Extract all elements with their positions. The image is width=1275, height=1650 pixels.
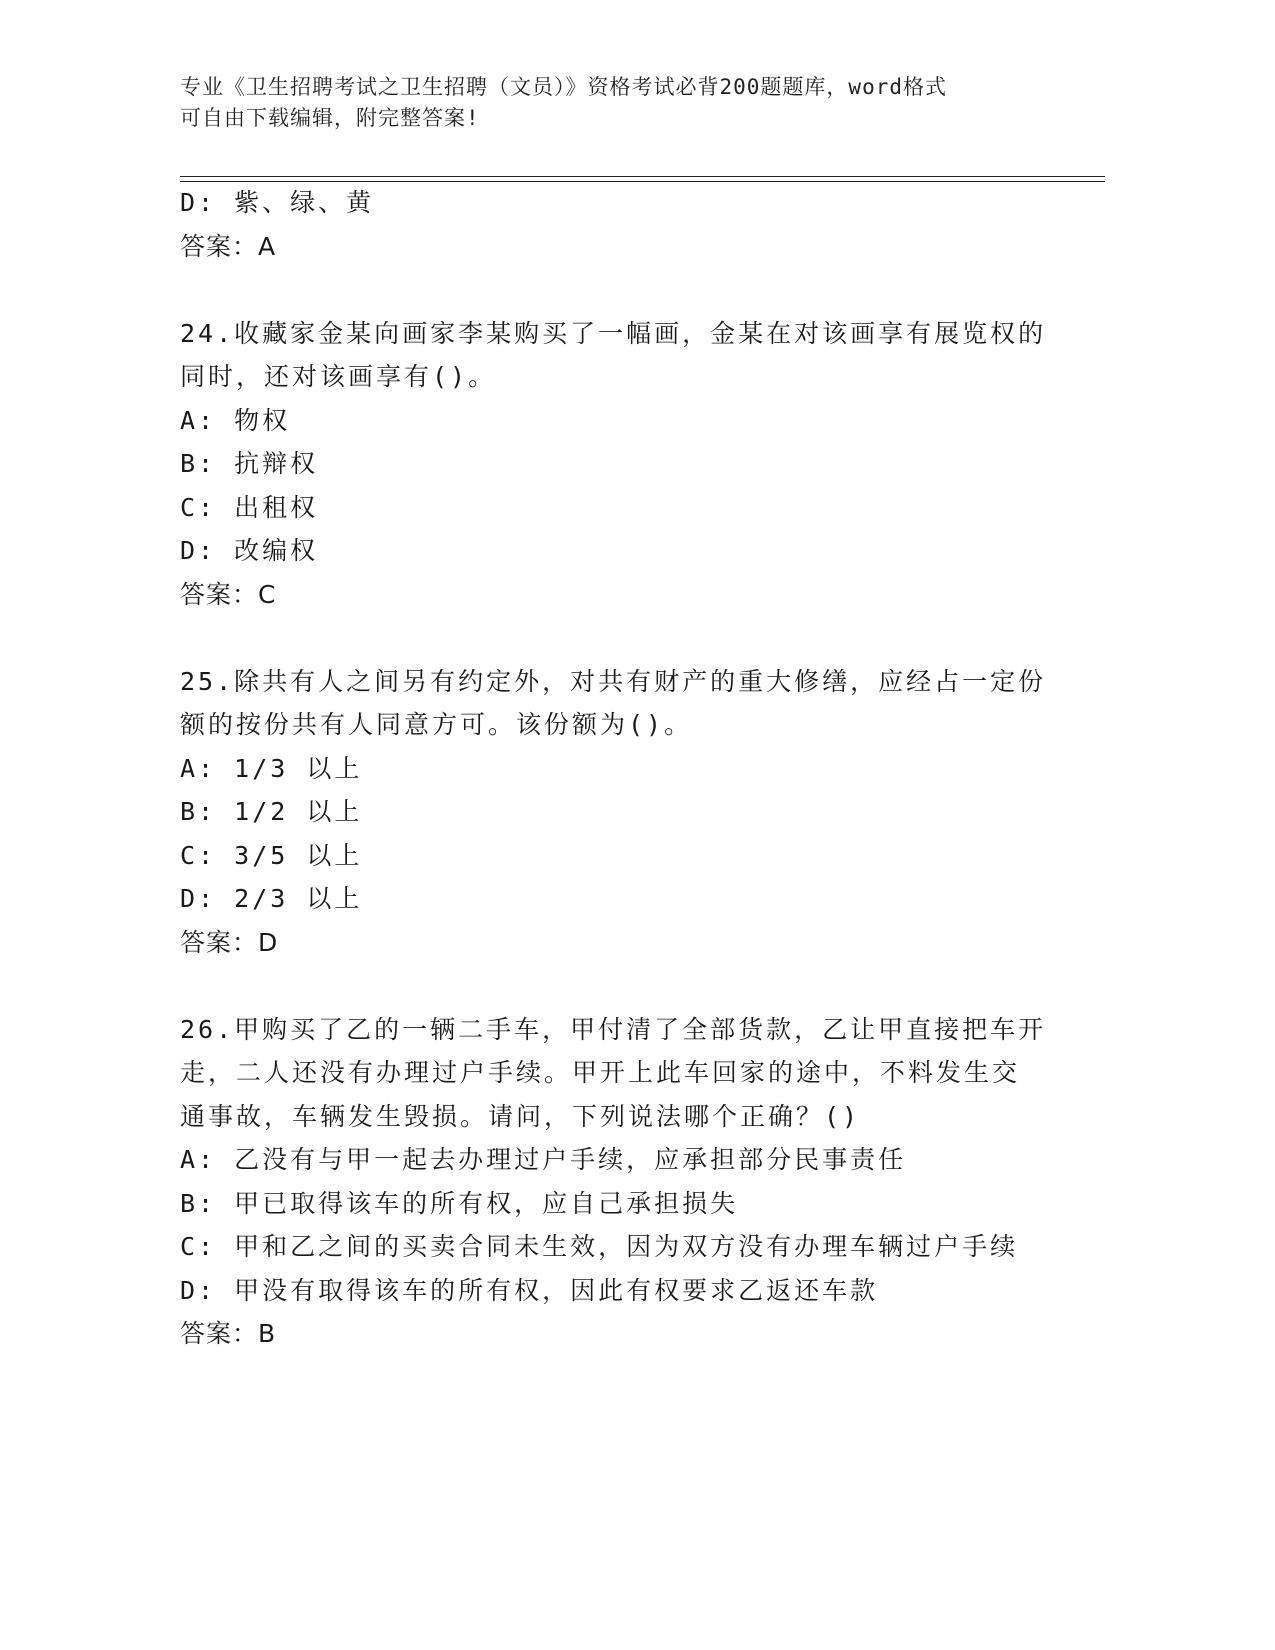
option-c: C: 甲和乙之间的买卖合同未生效，因为双方没有办理车辆过户手续 xyxy=(180,1232,1019,1261)
option-b: B: 抗辩权 xyxy=(180,449,319,478)
question-stem: 同时，还对该画享有()。 xyxy=(180,362,497,391)
option-d: D: 甲没有取得该车的所有权，因此有权要求乙返还车款 xyxy=(180,1275,879,1305)
question-24 xyxy=(180,312,1047,617)
question-stem: 25.除共有人之间另有约定外，对共有财产的重大修缮，应经占一定份 xyxy=(180,666,1047,696)
option-a: A: 1/3 以上 xyxy=(180,753,363,783)
option-d: D: 改编权 xyxy=(180,536,319,565)
header-title-line2: 可自由下载编辑，附完整答案! xyxy=(180,106,480,130)
question-25 xyxy=(180,660,1047,965)
spacer xyxy=(180,964,1040,1008)
question-stem: 额的按份共有人同意方可。该份额为()。 xyxy=(180,710,693,739)
prev-option-d: D: 紫、绿、黄 xyxy=(180,188,375,217)
question-26 xyxy=(180,1008,1047,1356)
answer-line: 答案：C xyxy=(180,579,277,609)
option-b: B: 1/2 以上 xyxy=(180,797,363,826)
option-d: D: 2/3 以上 xyxy=(180,884,363,913)
option-a: A: 乙没有与甲一起去办理过户手续，应承担部分民事责任 xyxy=(180,1145,907,1174)
answer-line: 答案：D xyxy=(180,927,279,957)
option-c: C: 3/5 以上 xyxy=(180,840,363,870)
option-b: B: 甲已取得该车的所有权，应自己承担损失 xyxy=(180,1188,739,1218)
spacer xyxy=(180,616,1040,660)
question-stem: 24.收藏家金某向画家李某购买了一幅画，金某在对该画享有展览权的 xyxy=(180,318,1047,348)
option-a: A: 物权 xyxy=(180,405,291,435)
question-stem: 通事故，车辆发生毁损。请问，下列说法哪个正确？() xyxy=(180,1101,861,1131)
header-title-line1: 专业《卫生招聘考试之卫生招聘（文员）》资格考试必背200题题库，word格式 xyxy=(180,75,947,99)
question-stem: 走，二人还没有办理过户手续。甲开上此车回家的途中，不料发生交 xyxy=(180,1058,1021,1087)
prev-answer: 答案：A xyxy=(180,231,277,261)
spacer xyxy=(180,268,1040,312)
question-content xyxy=(180,181,1047,1356)
document-header xyxy=(180,72,1040,134)
question-stem: 26.甲购买了乙的一辆二手车，甲付清了全部货款，乙让甲直接把车开 xyxy=(180,1014,1047,1044)
option-c: C: 出租权 xyxy=(180,492,319,522)
answer-line: 答案：B xyxy=(180,1319,277,1348)
